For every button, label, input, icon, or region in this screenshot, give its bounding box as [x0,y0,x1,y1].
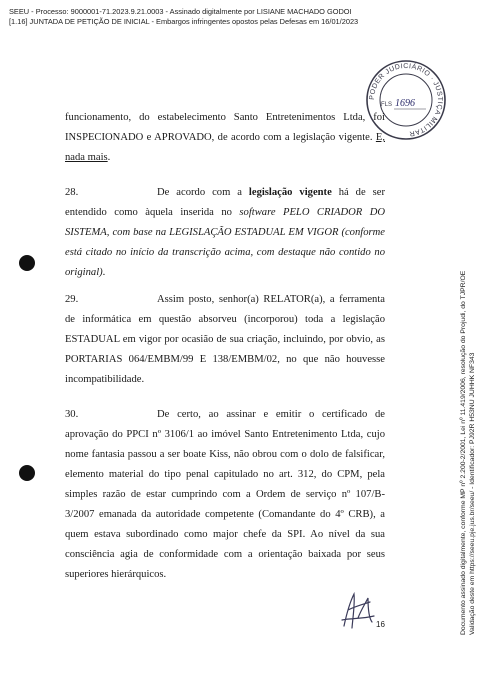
header-line-1: SEEU - Processo: 9000001-71.2023.9.21.0003 - Assinado digitalmente por LISIANE MACHADO GODOI [9,7,352,16]
paragraph-number: 28. [65,187,79,198]
paragraph-30: 30. De certo, ao assinar e emitir o certificado de aprovação do PPCI nº 3106/1 ao imóvel Santo Entretenimento Ltda, cujo nome fantasia passou a ser boate Kiss, não obrou com o dolo de falsificar, elemento material do tipo penal capitulado no art. 312, do CPM, pela simples razão de estar cumprindo com a Ordem de serviço nº 107/B-3/2007 emanada da autoridade competente (Comandante do 4º CRB), a quem estava subordinado como major chefe da SPI. Ao nível da sua consciência agia de conformidade com a orientação baixada por seus superiores hierárquicos. [65,405,385,585]
paragraph-number: 29. [65,294,79,305]
stamp-outer-text: PODER JUDICIÁRIO · JUSTIÇA MILITAR [368,62,444,137]
stamp-fls-label: FLS [381,102,393,108]
paragraph-intro: funcionamento, do estabelecimento Santo Entretenimentos Ltda, foi INSPECIONADO e APROVADO, de acordo com a legislação vigente. E, nada mais. [65,112,385,163]
stamp-fls-number: 1696 [395,98,415,109]
side-line-1: Documento assinado digitalmente, conforme MP nº 2.200-2/2001, Lei nº 11.419/2006, resolução do Projudi, do TJPR/OE [460,270,467,635]
handwritten-signature [338,588,376,632]
italic-phrase: software PELO CRIADOR DO SISTEMA, com base na LEGISLAÇÃO ESTADUAL EM VIGOR (conforme está citado no início da transcrição acima, com destaque não contido no original) [65,207,386,278]
side-validation-text [453,40,483,640]
underlined-phrase: E, nada mais [65,132,385,163]
punch-hole-top [19,255,35,271]
side-line-2: Validação deste em https://seeu.pje.jus.br/seeu/ - Identificador: PJ92R H53NU JUHHK NF343 [469,352,476,635]
punch-hole-bottom [19,465,35,481]
document-header [9,7,358,27]
paragraph-29: 29. Assim posto, senhor(a) RELATOR(a), a ferramenta de informática em questão absorveu (incorporou) toda a legislação ESTADUAL em vigor por ocasião de sua criação, incluindo, por obvio, as PORTARIAS 064/EMBM/99 E 138/EMBM/02, no que não houvesse incompatibilidade. [65,290,385,390]
bold-phrase: legislação vigente [248,187,332,198]
page-number: 16 [376,620,385,629]
header-line-2: [1.16] JUNTADA DE PETIÇÃO DE INICIAL - Embargos infringentes opostos pelas Defesas em 16/01/2023 [9,17,359,26]
paragraph-number: 30. [65,409,79,420]
paragraph-28: 28. De acordo com a legislação vigente há de ser entendido como àquela inserida no software PELO CRIADOR DO SISTEMA, com base na LEGISLAÇÃO ESTADUAL EM VIGOR (conforme está citado no início da transcrição acima, com destaque não contido no original). [65,183,385,283]
